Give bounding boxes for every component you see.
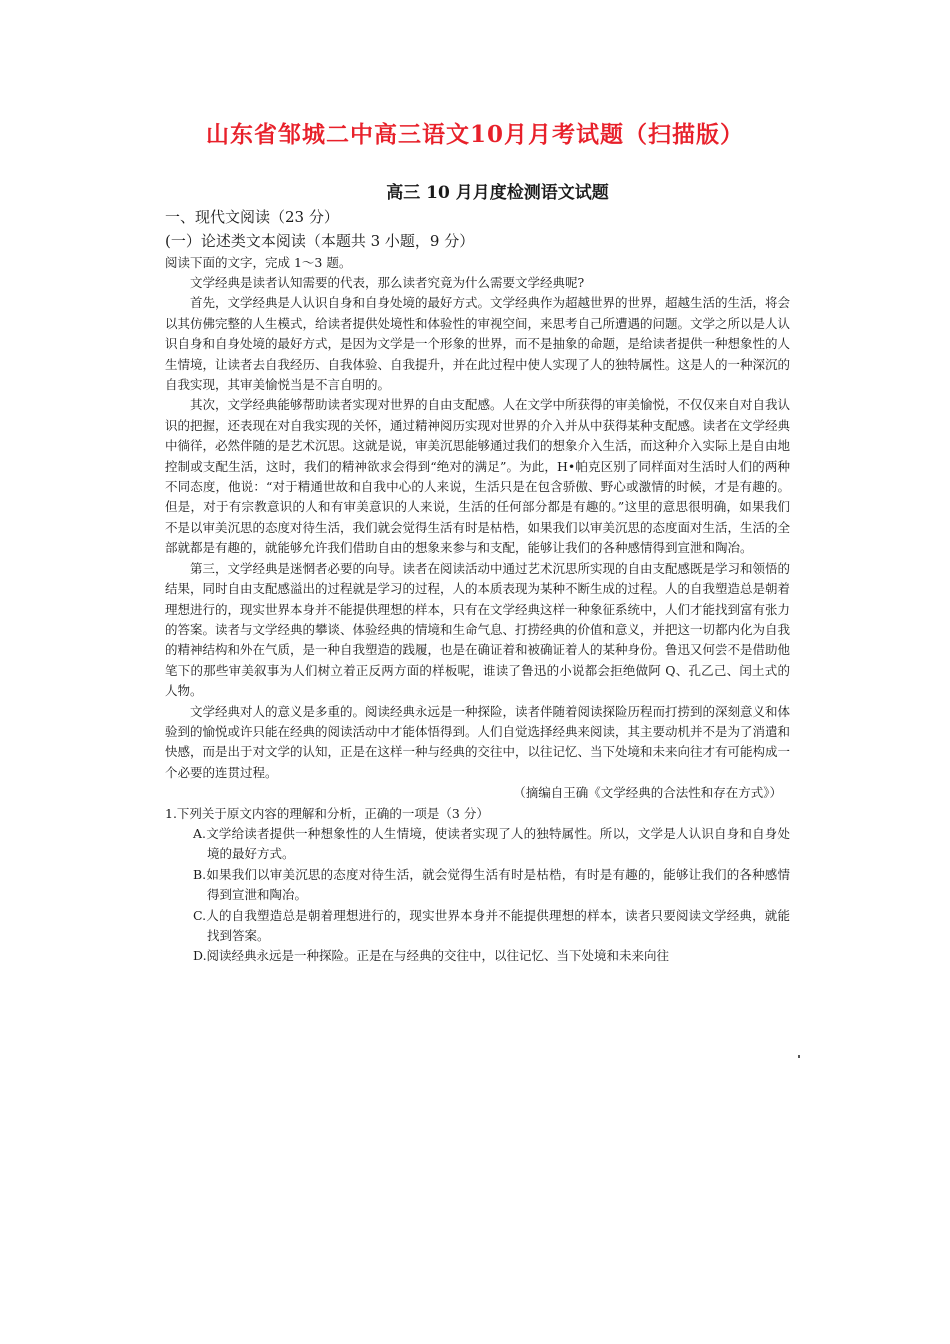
reading-instruction: 阅读下面的文字，完成 1～3 题。 xyxy=(165,255,352,270)
section-heading: 一、现代文阅读（23 分） xyxy=(165,208,339,226)
paragraph-conclusion: 文学经典对人的意义是多重的。阅读经典永远是一种探险，读者伴随着阅读探险历程而打捞到的深刻意义和体验到的愉悦或许只能在经典的阅读活动中才能体悟得到。人们自觉选择经典来阅读，其主要动机并不是为了消遣和快感，而是出于对文学的认知，正是在这样一种与经典的交往中，以往记忆、当下处境和未来向往才有可能构成一个必要的连贯过程。 xyxy=(165,703,791,780)
subsection-heading: (一）论述类文本阅读（本题共 3 小题，9 分） xyxy=(165,232,475,250)
paragraph-first: 首先，文学经典是人认识自身和自身处境的最好方式。文学经典作为超越世界的世界，超越生活的生活，将会以其仿佛完整的人生模式，给读者提供处境性和体验性的审视空间，来思考自己所遭遇的问题。文学之所以是人认识自身和自身处境的最好方式，是因为文学是一个形象的世界，而不是抽象的命题，是给读者提供一种想象性的人生情境，让读者去自我经历、自我体验、自我提升，并在此过程中使人实现了人的独特属性。这是人的一种深沉的自我实现，其审美愉悦当是不言自明的。 xyxy=(165,295,791,393)
paragraph-third: 第三，文学经典是迷惘者必要的向导。读者在阅读活动中通过艺术沉思所实现的自由支配感既是学习和领悟的结果，同时自由支配感溢出的过程就是学习的过程，人的本质表现为某种不断生成的过程。人的自我塑造总是朝着理想进行的，现实世界本身并不能提供理想的样本，只有在文学经典这样一种象征系统中，人们才能找到富有张力的答案。读者与文学经典的攀谈、体验经典的情境和生命气息、打捞经典的价值和意义，并把这一切都内化为自我的精神结构和外在气质，是一种自我塑造的践履，也是在确证着和被确证着人的某种身份。鲁迅又何尝不是借助他笔下的那些审美叙事为人们树立着正反两方面的样板呢，谁读了鲁迅的小说都会拒绝做阿 Q、孔乙己、闰土式的人物。 xyxy=(165,560,791,699)
paragraph-second: 其次，文学经典能够帮助读者实现对世界的自由支配感。人在文学中所获得的审美愉悦，不仅仅来自对自我认识的把握，还表现在对自我实现的关怀，通过精神阅历实现对世界的介入并从中获得某种支配感。读者在文学经典中徜徉，必然伴随的是艺术沉思。这就是说，审美沉思能够通过我们的想象介入生活，而这种介入实际上是自由地控制或支配生活，这时，我们的精神欲求会得到“绝对的满足”。为此，H•帕克区别了同样面对生活时人们的两种不同态度，他说：“对于精通世故和自我中心的人来说，生活只是在包含骄傲、野心或激情的时候，才是有趣的。但是，对于有宗教意识的人和有审美意识的人来说，生活的任何部分都是有趣的。”这里的意思很明确，如果我们不是以审美沉思的态度对待生活，我们就会觉得生活有时是枯梏，如果我们以审美沉思的态度面对生活，生活的全部就都是有趣的，就能够允许我们借助自由的想象来参与和支配，能够让我们的各种感情得到宣泄和陶冶。 xyxy=(165,397,791,556)
paragraph-intro: 文学经典是读者认知需要的代表，那么读者究竟为什么需要文学经典呢? xyxy=(190,275,585,290)
option-a: A.文学给读者提供一种想象性的人生情境，使读者实现了人的独特属性。所以，文学是人认识自身和自身处境的最好方式。 xyxy=(193,825,790,862)
option-c: C.人的自我塑造总是朝着理想进行的，现实世界本身并不能提供理想的样本，读者只要阅读文学经典，就能找到答案。 xyxy=(193,907,790,943)
source-citation: （摘编自王确《文学经典的合法性和存在方式》） xyxy=(513,785,782,801)
option-d: D.阅读经典永远是一种探险。正是在与经典的交往中，以往记忆、当下处境和未来向往 xyxy=(193,948,670,964)
scanned-exam-page xyxy=(165,180,790,967)
option-b: B.如果我们以审美沉思的态度对待生活，就会觉得生活有时是枯梏，有时是有趣的，能够让我们的各种感情得到宣泄和陶冶。 xyxy=(193,866,790,903)
question-1: 1.下列关于原文内容的理解和分析，正确的一项是（3 分） xyxy=(165,805,489,821)
scan-speck xyxy=(798,1055,800,1058)
exam-title: 高三 10 月月度检测语文试题 xyxy=(386,183,609,203)
document-title: 山东省邹城二中高三语文10月月考试题（扫描版） xyxy=(205,121,744,148)
